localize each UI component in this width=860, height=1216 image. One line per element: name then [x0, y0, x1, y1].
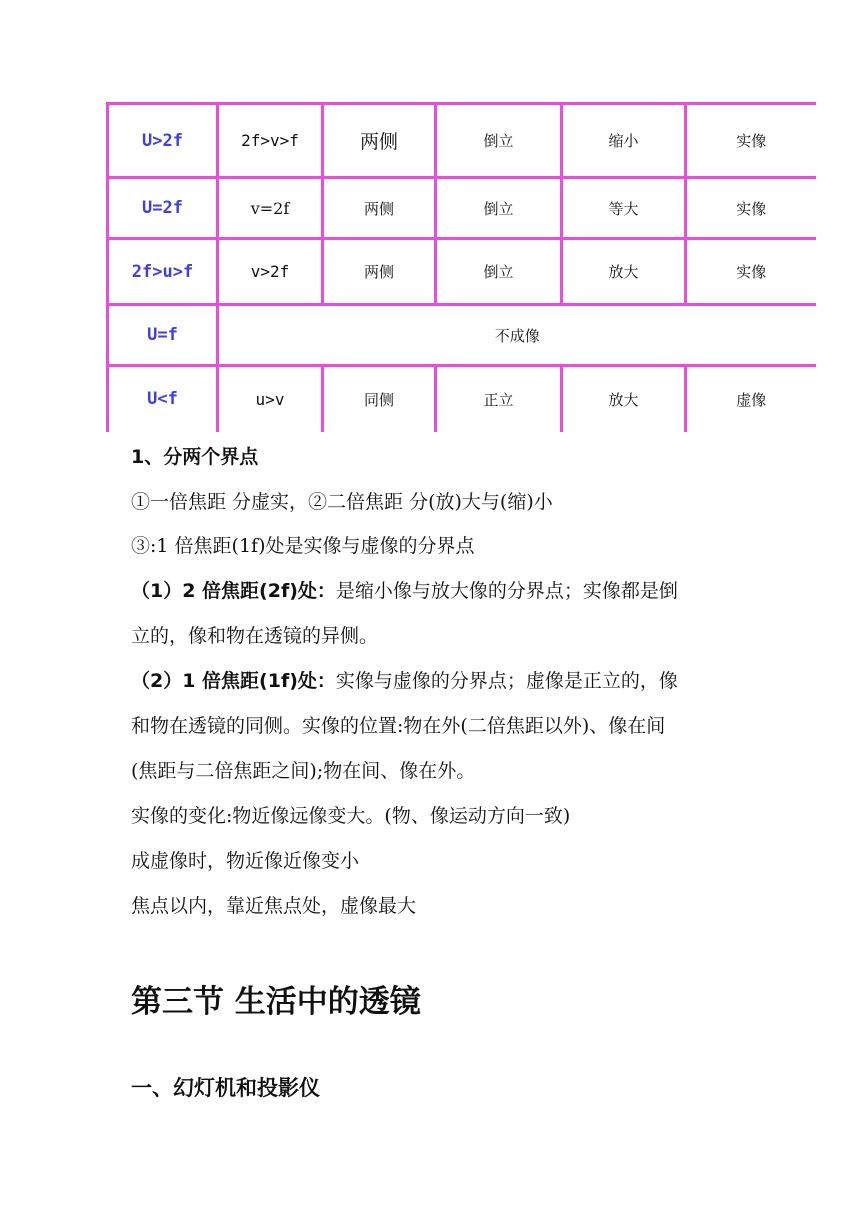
image-distance-cell: v=2f	[218, 178, 323, 239]
object-distance-cell: 2f>u>f	[108, 239, 218, 305]
orientation-cell: 倒立	[436, 104, 562, 178]
orientation-cell: 正立	[436, 366, 562, 432]
image-distance-cell: 2f>v>f	[218, 104, 323, 178]
note-paragraph-1	[131, 580, 741, 602]
section-subtitle: 一、幻灯机和投影仪	[131, 1076, 320, 1100]
orientation-cell: 倒立	[436, 239, 562, 305]
note-bold-lead: （2）1 倍焦距(1f)处：	[131, 670, 336, 692]
note-line: ①一倍焦距 分虚实，②二倍焦距 分(放)大与(缩)小	[131, 491, 553, 513]
no-image-cell: 不成像	[218, 305, 816, 366]
size-cell: 放大	[562, 366, 686, 432]
size-cell: 缩小	[562, 104, 686, 178]
note-line: 和物在透镜的同侧。实像的位置:物在外(二倍焦距以外)、像在间	[131, 715, 666, 737]
table-row	[108, 104, 816, 178]
note-text: 是缩小像与放大像的分界点；实像都是倒	[335, 580, 678, 602]
size-cell: 等大	[562, 178, 686, 239]
lens-imaging-table	[106, 102, 814, 432]
note-line: (焦距与二倍焦距之间);物在间、像在外。	[131, 760, 476, 782]
table-row	[108, 178, 816, 239]
note-line: 立的，像和物在透镜的异侧。	[131, 625, 379, 647]
image-distance-cell: v>2f	[218, 239, 323, 305]
image-distance-cell: u>v	[218, 366, 323, 432]
side-cell: 两侧	[323, 178, 436, 239]
side-cell: 同侧	[323, 366, 436, 432]
object-distance-cell: U=f	[108, 305, 218, 366]
table-row	[108, 366, 816, 432]
size-cell: 放大	[562, 239, 686, 305]
note-bold-lead: （1）2 倍焦距(2f)处：	[131, 580, 336, 602]
table-row	[108, 239, 816, 305]
note-paragraph-2	[131, 670, 741, 692]
object-distance-cell: U<f	[108, 366, 218, 432]
note-line: 焦点以内，靠近焦点处，虚像最大	[131, 895, 417, 917]
object-distance-cell: U=2f	[108, 178, 218, 239]
note-line: 实像的变化:物近像远像变大。(物、像运动方向一致)	[131, 805, 571, 827]
note-line: 成虚像时，物近像近像变小	[131, 850, 360, 872]
side-cell: 两侧	[323, 104, 436, 178]
image-type-cell: 实像	[686, 178, 816, 239]
orientation-cell: 倒立	[436, 178, 562, 239]
note-text: 实像与虚像的分界点；虚像是正立的，像	[335, 670, 678, 692]
image-type-cell: 实像	[686, 239, 816, 305]
image-type-cell: 虚像	[736, 390, 767, 409]
note-line: ③:1 倍焦距(1f)处是实像与虚像的分界点	[131, 535, 475, 557]
notes-heading: 1、分两个界点	[131, 446, 259, 468]
image-type-cell: 实像	[686, 104, 816, 178]
table-row	[108, 305, 816, 366]
section-title: 第三节 生活中的透镜	[131, 984, 421, 1020]
side-cell: 两侧	[323, 239, 436, 305]
object-distance-cell: U>2f	[108, 104, 218, 178]
